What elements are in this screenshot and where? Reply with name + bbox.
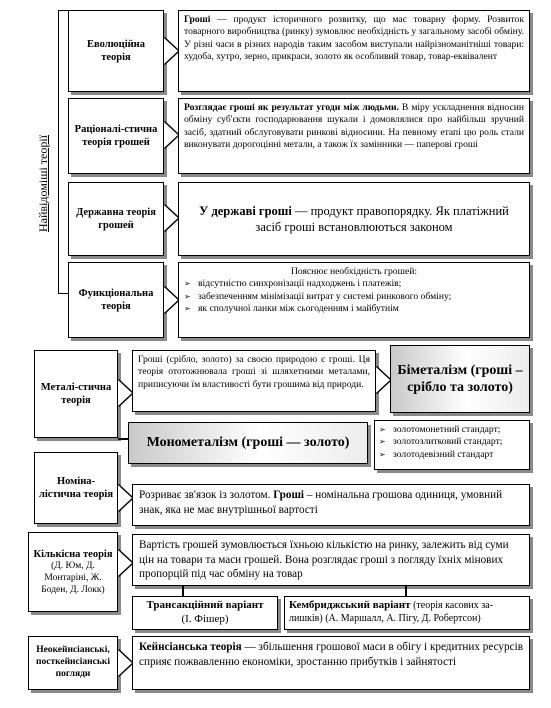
theory-text-functional	[178, 262, 530, 338]
arrow-icon	[118, 650, 132, 676]
nominal-title: Номіна-лістична теорія	[34, 452, 118, 524]
monometal-box: Монометалізм (гроші — золото)	[128, 422, 368, 464]
keynes-title: Неокейнсіанські, посткейнсіанські погляди	[28, 636, 118, 690]
arrow-icon	[164, 205, 178, 231]
arrow-icon	[164, 287, 178, 313]
theory-text-evolution: Гроші — продукт історичного розвитку, що має товарну форму. Розвиток товарного виробництва (ринку) зумовлює необхідність у загальному засобі обміну. У різні часи в різних народів таким засобом виступали найрізноманітніші товари: худоба, хутро, зерно, прикраси, золото як особливий товар, товар-еквівалент	[178, 10, 530, 92]
nominal-text: Розриває зв'язок із золотом. Гроші – номінальна грошова одиниця, умовний знак, яка не має внутрішньої вартості	[132, 484, 530, 526]
functional-list	[184, 278, 524, 315]
list-item: ➢ як сполучної ланки між сьогоденням і майбутнім	[184, 303, 524, 315]
list-item: ➢ відсутністю синхронізації надходжень і платежів;	[184, 278, 524, 290]
gold-standards	[374, 420, 530, 470]
theory-title-rational: Раціоналі-стична теорія грошей	[68, 98, 164, 174]
theory-text-state: У державі гроші — продукт правопорядку. Як платіжний засіб гроші встановлюються законом	[178, 182, 530, 256]
theory-text-rational: Розглядає гроші як результат угоди між людьми. В міру ускладнення відносин обміну суб'єкти господарювання шукали і домовлялися про найбільш зручний засіб, здатний обслуговувати ринкові відносини. На певному етапі цю роль стали виконувати дорогоцінні метали, а також їх замінники — паперові гроші	[178, 98, 530, 174]
connector-line	[405, 586, 407, 596]
list-item: ➢ золотозлитковий стандарт;	[379, 436, 525, 448]
keynes-text: Кейнсіанська теорія — збільшення грошової маси в обігу і кредитних ресурсів сприяє пожвавленню економіки, зростанню прибутків і зайнятості	[132, 636, 530, 690]
theory-title-functional: Функціональна теорія	[68, 262, 164, 338]
arrow-icon	[118, 550, 132, 576]
arrow-icon	[118, 485, 132, 511]
quantity-authors: (Д. Юм, Д. Монтаріні, Ж. Боден, Д. Локк)	[41, 560, 105, 595]
functional-intro: Пояснює необхідність грошей:	[290, 266, 418, 277]
arrow-icon	[164, 122, 178, 148]
cambridge-variant: Кембриджський варіант (теорія касових за-лишків) (А. Маршалл, А. Пігу, Д. Робертсон)	[284, 596, 530, 630]
quantity-title: Кількісна теорія (Д. Юм, Д. Монтаріні, Ж. Боден, Д. Локк)	[28, 532, 118, 612]
arrow-icon	[164, 38, 178, 64]
metal-title: Металі-стична теорія	[34, 350, 118, 438]
arrow-icon	[118, 380, 132, 406]
connector-line	[182, 586, 184, 596]
list-item: ➢ забезпеченням мінімізації витрат у системі ринкового обміну;	[184, 291, 524, 303]
theory-title-evolution: Еволюційна теорія	[68, 10, 164, 92]
metal-text: Гроші (срібло, золото) за своєю природою є гроші. Ця теорія ототожнювала гроші зі шляхетними металами, приписуючи їм властивості бути грошима від природи.	[132, 350, 376, 412]
bimetal-box: Біметалізм (гроші – срібло та золото)	[390, 345, 530, 413]
group-label: Найвідоміші теорії	[36, 134, 50, 232]
transaction-variant: Трансакційний варіант (І. Фішер)	[132, 596, 278, 630]
theory-title-state: Державна теорія грошей	[68, 182, 164, 256]
arrow-icon	[376, 367, 390, 393]
list-item: ➢ золотодевізний стандарт	[379, 449, 525, 461]
quantity-text: Вартість грошей зумовлюється їхньою кількістю на ринку, залежить від суми цін на товари та маси грошей. Вона розглядає гроші з погляду їхніх мінових пропорцій під час обміну на товар	[132, 534, 530, 586]
list-item: ➢ золотомонетний стандарт;	[379, 424, 525, 436]
connector-line	[118, 438, 128, 440]
